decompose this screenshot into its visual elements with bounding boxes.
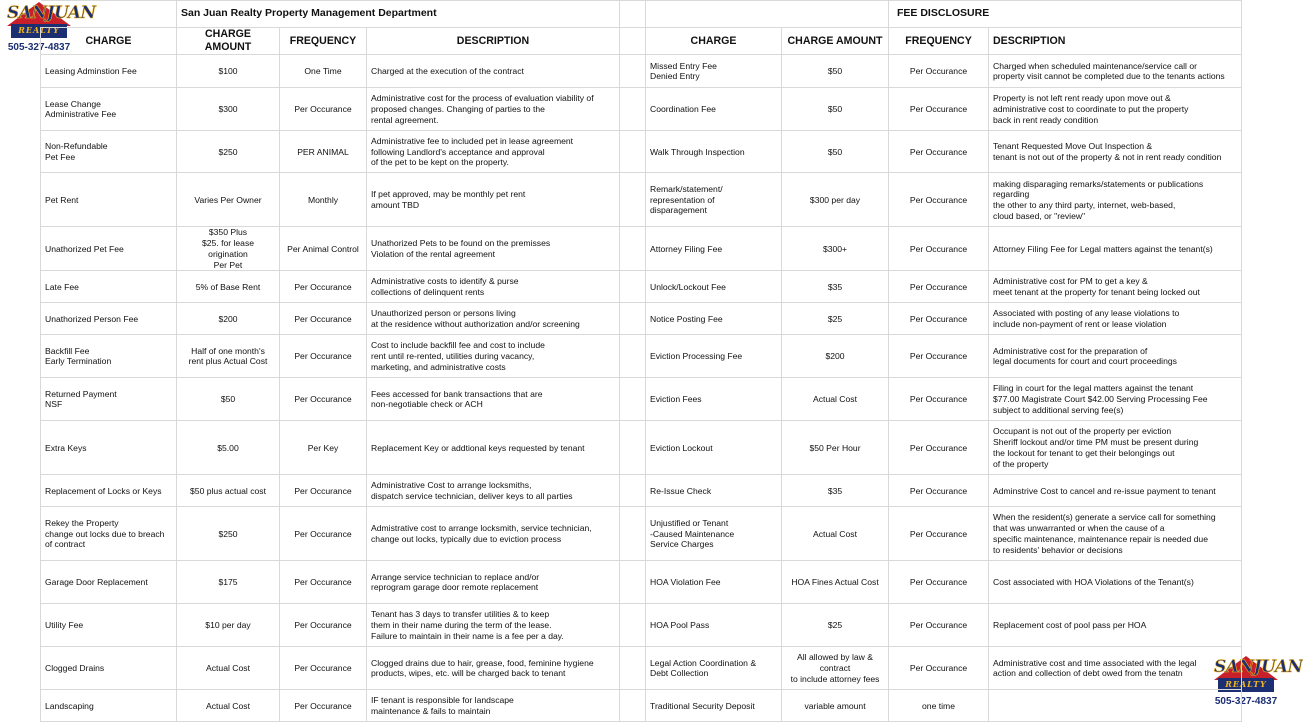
- left-frequency-cell: Per Occurance: [280, 507, 367, 561]
- left-charge-cell: Landscaping: [41, 690, 177, 722]
- right-frequency-cell: Per Occurance: [889, 88, 989, 131]
- right-charge-cell: Legal Action Coordination & Debt Collection: [646, 647, 782, 690]
- fee-row: [41, 561, 1242, 604]
- left-frequency-cell: Monthly: [280, 173, 367, 227]
- left-frequency-cell: Per Occurance: [280, 475, 367, 507]
- fee-row: [41, 55, 1242, 88]
- left-charge-cell: Lease Change Administrative Fee: [41, 88, 177, 131]
- right-charge-cell: Coordination Fee: [646, 88, 782, 131]
- fee-row: [41, 335, 1242, 378]
- right-frequency-cell: Per Occurance: [889, 561, 989, 604]
- right-frequency-cell: Per Occurance: [889, 131, 989, 173]
- left-charge-cell: Clogged Drains: [41, 647, 177, 690]
- header-frequency-right: FREQUENCY: [889, 28, 989, 55]
- right-description-cell: When the resident(s) generate a service call for something that was unwarranted or when the cause of a specific maintenance, maintenance repair is needed due to residents' behavior or decisions: [989, 507, 1242, 561]
- left-charge-cell: Backfill Fee Early Termination: [41, 335, 177, 378]
- right-charge-amount-cell: Actual Cost: [782, 507, 889, 561]
- right-charge-cell: Walk Through Inspection: [646, 131, 782, 173]
- right-charge-cell: Traditional Security Deposit: [646, 690, 782, 722]
- fee-row: [41, 507, 1242, 561]
- left-frequency-cell: Per Animal Control: [280, 227, 367, 271]
- left-charge-amount-cell: Actual Cost: [177, 647, 280, 690]
- left-charge-amount-cell: $50: [177, 378, 280, 421]
- left-charge-cell: Utility Fee: [41, 604, 177, 647]
- right-frequency-cell: Per Occurance: [889, 55, 989, 88]
- left-frequency-cell: Per Occurance: [280, 378, 367, 421]
- right-charge-amount-cell: $300 per day: [782, 173, 889, 227]
- left-frequency-cell: Per Occurance: [280, 335, 367, 378]
- right-description-cell: Administrative cost and time associated with the legal action and collection of debt owed from the tenatn: [989, 647, 1242, 690]
- left-charge-amount-cell: $250: [177, 131, 280, 173]
- left-frequency-cell: Per Occurance: [280, 271, 367, 303]
- left-charge-amount-cell: Half of one month's rent plus Actual Cost: [177, 335, 280, 378]
- left-frequency-cell: Per Occurance: [280, 88, 367, 131]
- left-charge-cell: Pet Rent: [41, 173, 177, 227]
- header-description: DESCRIPTION: [367, 28, 620, 55]
- right-charge-cell: Unjustified or Tenant -Caused Maintenance Service Charges: [646, 507, 782, 561]
- right-charge-cell: Notice Posting Fee: [646, 303, 782, 335]
- left-charge-amount-cell: $10 per day: [177, 604, 280, 647]
- right-description-cell: Occupant is not out of the property per eviction Sheriff lockout and/or time PM must be present during the lockout for tenant to get their belongings out of the property: [989, 421, 1242, 475]
- right-description-cell: Cost associated with HOA Violations of the Tenant(s): [989, 561, 1242, 604]
- left-charge-cell: Non-Refundable Pet Fee: [41, 131, 177, 173]
- fee-row: [41, 475, 1242, 507]
- column-gap: [620, 690, 646, 722]
- right-description-cell: Attorney Filing Fee for Legal matters against the tenant(s): [989, 227, 1242, 271]
- right-description-cell: making disparaging remarks/statements or publications regarding the other to any third party, internet, web-based, cloud based, or "review": [989, 173, 1242, 227]
- header-gap: [620, 28, 646, 55]
- right-charge-amount-cell: $50: [782, 55, 889, 88]
- left-charge-amount-cell: $350 Plus $25. for lease origination Per Pet: [177, 227, 280, 271]
- right-description-cell: [989, 690, 1242, 722]
- column-gap: [620, 335, 646, 378]
- left-charge-amount-cell: $50 plus actual cost: [177, 475, 280, 507]
- fee-row: [41, 647, 1242, 690]
- header-description-right: DESCRIPTION: [989, 28, 1242, 55]
- left-charge-amount-cell: $100: [177, 55, 280, 88]
- header-charge-amount: CHARGE AMOUNT: [177, 28, 280, 55]
- column-gap: [620, 421, 646, 475]
- left-charge-amount-cell: $200: [177, 303, 280, 335]
- left-charge-cell: Rekey the Property change out locks due to breach of contract: [41, 507, 177, 561]
- left-frequency-cell: Per Occurance: [280, 647, 367, 690]
- column-gap: [620, 55, 646, 88]
- right-charge-amount-cell: $200: [782, 335, 889, 378]
- left-description-cell: Clogged drains due to hair, grease, food, feminine hygiene products, wipes, etc. will be charged back to tenant: [367, 647, 620, 690]
- title-gap: [620, 1, 646, 28]
- right-charge-cell: Re-Issue Check: [646, 475, 782, 507]
- right-description-cell: Filing in court for the legal matters against the tenant $77.00 Magistrate Court $42.00 Serving Processing Fee subject to additional serving fee(s): [989, 378, 1242, 421]
- right-charge-amount-cell: variable amount: [782, 690, 889, 722]
- left-description-cell: Administrative cost for the process of evaluation viability of proposed changes. Changing of parties to the rental agreement.: [367, 88, 620, 131]
- right-charge-amount-cell: $35: [782, 271, 889, 303]
- left-charge-cell: Late Fee: [41, 271, 177, 303]
- title-spacer-right: [646, 1, 889, 28]
- left-charge-amount-cell: $175: [177, 561, 280, 604]
- column-gap: [620, 303, 646, 335]
- left-frequency-cell: Per Occurance: [280, 690, 367, 722]
- right-description-cell: Property is not left rent ready upon move out & administrative cost to coordinate to put the property back in rent ready condition: [989, 88, 1242, 131]
- column-gap: [620, 227, 646, 271]
- right-frequency-cell: Per Occurance: [889, 378, 989, 421]
- column-gap: [620, 378, 646, 421]
- left-charge-cell: Garage Door Replacement: [41, 561, 177, 604]
- right-charge-amount-cell: HOA Fines Actual Cost: [782, 561, 889, 604]
- left-description-cell: IF tenant is responsible for landscape maintenance & fails to maintain: [367, 690, 620, 722]
- column-gap: [620, 561, 646, 604]
- title-row: [41, 1, 1242, 28]
- right-description-cell: Charged when scheduled maintenance/service call or property visit cannot be completed due to the tenants actions: [989, 55, 1242, 88]
- fee-row: [41, 378, 1242, 421]
- left-description-cell: Unathorized Pets to be found on the premisses Violation of the rental agreement: [367, 227, 620, 271]
- logo-wordmark-bottom: SANJUAN: [1214, 657, 1303, 677]
- fee-row: [41, 88, 1242, 131]
- left-description-cell: Charged at the execution of the contract: [367, 55, 620, 88]
- fee-row: [41, 131, 1242, 173]
- header-charge-amount-right: CHARGE AMOUNT: [782, 28, 889, 55]
- left-description-cell: Administrative costs to identify & purse collections of delinquent rents: [367, 271, 620, 303]
- fee-row: [41, 690, 1242, 722]
- right-frequency-cell: Per Occurance: [889, 647, 989, 690]
- right-description-cell: Administrative cost for PM to get a key & meet tenant at the property for tenant being locked out: [989, 271, 1242, 303]
- left-charge-cell: Unathorized Pet Fee: [41, 227, 177, 271]
- left-charge-cell: Leasing Adminstion Fee: [41, 55, 177, 88]
- left-frequency-cell: Per Key: [280, 421, 367, 475]
- column-gap: [620, 131, 646, 173]
- right-charge-cell: Unlock/Lockout Fee: [646, 271, 782, 303]
- right-charge-amount-cell: $50: [782, 131, 889, 173]
- right-description-cell: Adminstrive Cost to cancel and re-issue payment to tenant: [989, 475, 1242, 507]
- left-description-cell: Administrative fee to included pet in lease agreement following Landlord's acceptance and approval of the pet to be kept on the property.: [367, 131, 620, 173]
- column-gap: [620, 173, 646, 227]
- fee-row: [41, 271, 1242, 303]
- logo-subtitle: REALTY: [18, 25, 60, 35]
- left-description-cell: Unauthorized person or persons living at the residence without authorization and/or screening: [367, 303, 620, 335]
- logo-subtitle-bottom: REALTY: [1225, 679, 1267, 689]
- right-charge-cell: HOA Pool Pass: [646, 604, 782, 647]
- right-frequency-cell: Per Occurance: [889, 604, 989, 647]
- right-charge-cell: HOA Violation Fee: [646, 561, 782, 604]
- left-description-cell: Arrange service technician to replace and/or reprogram garage door remote replacement: [367, 561, 620, 604]
- right-frequency-cell: Per Occurance: [889, 271, 989, 303]
- left-frequency-cell: One Time: [280, 55, 367, 88]
- right-description-cell: Administrative cost for the preparation of legal documents for court and court proceedings: [989, 335, 1242, 378]
- logo-wordmark: SANJUAN: [7, 3, 96, 23]
- left-frequency-cell: PER ANIMAL: [280, 131, 367, 173]
- left-charge-amount-cell: $5.00: [177, 421, 280, 475]
- right-description-cell: Associated with posting of any lease violations to include non-payment of rent or lease violation: [989, 303, 1242, 335]
- phone-number: 505-327-4837: [7, 42, 71, 53]
- right-charge-cell: Attorney Filing Fee: [646, 227, 782, 271]
- right-frequency-cell: Per Occurance: [889, 227, 989, 271]
- department-title: San Juan Realty Property Management Department: [177, 1, 620, 28]
- left-charge-cell: Unathorized Person Fee: [41, 303, 177, 335]
- fee-disclosure-table: [40, 0, 1242, 722]
- right-frequency-cell: Per Occurance: [889, 335, 989, 378]
- right-charge-amount-cell: $50 Per Hour: [782, 421, 889, 475]
- column-gap: [620, 475, 646, 507]
- right-charge-cell: Eviction Processing Fee: [646, 335, 782, 378]
- right-description-cell: Replacement cost of pool pass per HOA: [989, 604, 1242, 647]
- right-charge-cell: Eviction Fees: [646, 378, 782, 421]
- left-charge-amount-cell: $300: [177, 88, 280, 131]
- left-charge-amount-cell: $250: [177, 507, 280, 561]
- right-charge-amount-cell: All allowed by law & contract to include attorney fees: [782, 647, 889, 690]
- right-frequency-cell: Per Occurance: [889, 421, 989, 475]
- right-charge-amount-cell: $300+: [782, 227, 889, 271]
- left-charge-cell: Replacement of Locks or Keys: [41, 475, 177, 507]
- fee-row: [41, 227, 1242, 271]
- column-gap: [620, 507, 646, 561]
- column-gap: [620, 647, 646, 690]
- header-charge-right: CHARGE: [646, 28, 782, 55]
- fee-row: [41, 604, 1242, 647]
- right-frequency-cell: Per Occurance: [889, 475, 989, 507]
- left-charge-amount-cell: 5% of Base Rent: [177, 271, 280, 303]
- left-description-cell: Replacement Key or addtional keys requested by tenant: [367, 421, 620, 475]
- title-spacer: [41, 1, 177, 28]
- right-frequency-cell: Per Occurance: [889, 303, 989, 335]
- header-charge: CHARGE: [41, 28, 177, 55]
- column-gap: [620, 88, 646, 131]
- column-gap: [620, 271, 646, 303]
- left-frequency-cell: Per Occurance: [280, 303, 367, 335]
- right-frequency-cell: Per Occurance: [889, 507, 989, 561]
- right-charge-amount-cell: $50: [782, 88, 889, 131]
- fee-row: [41, 303, 1242, 335]
- left-description-cell: Tenant has 3 days to transfer utilities & to keep them in their name during the term of the lease. Failure to maintain in their name is a fee per a day.: [367, 604, 620, 647]
- right-description-cell: Tenant Requested Move Out Inspection & tenant is not out of the property & not in rent ready condition: [989, 131, 1242, 173]
- right-charge-amount-cell: $35: [782, 475, 889, 507]
- right-charge-cell: Missed Entry Fee Denied Entry: [646, 55, 782, 88]
- fee-row: [41, 173, 1242, 227]
- right-frequency-cell: Per Occurance: [889, 173, 989, 227]
- right-charge-amount-cell: Actual Cost: [782, 378, 889, 421]
- left-description-cell: Cost to include backfill fee and cost to include rent until re-rented, utilities during vacancy, marketing, and administrative costs: [367, 335, 620, 378]
- left-charge-cell: Extra Keys: [41, 421, 177, 475]
- header-frequency: FREQUENCY: [280, 28, 367, 55]
- left-description-cell: If pet approved, may be monthly pet rent amount TBD: [367, 173, 620, 227]
- right-charge-amount-cell: $25: [782, 303, 889, 335]
- phone-number-bottom: 505-327-4837: [1214, 696, 1278, 707]
- right-charge-cell: Eviction Lockout: [646, 421, 782, 475]
- fee-row: [41, 421, 1242, 475]
- left-frequency-cell: Per Occurance: [280, 604, 367, 647]
- left-charge-amount-cell: Varies Per Owner: [177, 173, 280, 227]
- left-description-cell: Administrative Cost to arrange locksmiths, dispatch service technician, deliver keys to all parties: [367, 475, 620, 507]
- left-description-cell: Fees accessed for bank transactions that are non-negotiable check or ACH: [367, 378, 620, 421]
- column-gap: [620, 604, 646, 647]
- fee-disclosure-title: FEE DISCLOSURE: [889, 1, 1242, 28]
- right-charge-amount-cell: $25: [782, 604, 889, 647]
- header-row: [41, 28, 1242, 55]
- left-frequency-cell: Per Occurance: [280, 561, 367, 604]
- right-charge-cell: Remark/statement/ representation of disparagement: [646, 173, 782, 227]
- right-frequency-cell: one time: [889, 690, 989, 722]
- left-charge-amount-cell: Actual Cost: [177, 690, 280, 722]
- left-charge-cell: Returned Payment NSF: [41, 378, 177, 421]
- left-description-cell: Admistrative cost to arrange locksmith, service technician, change out locks, typically due to eviction process: [367, 507, 620, 561]
